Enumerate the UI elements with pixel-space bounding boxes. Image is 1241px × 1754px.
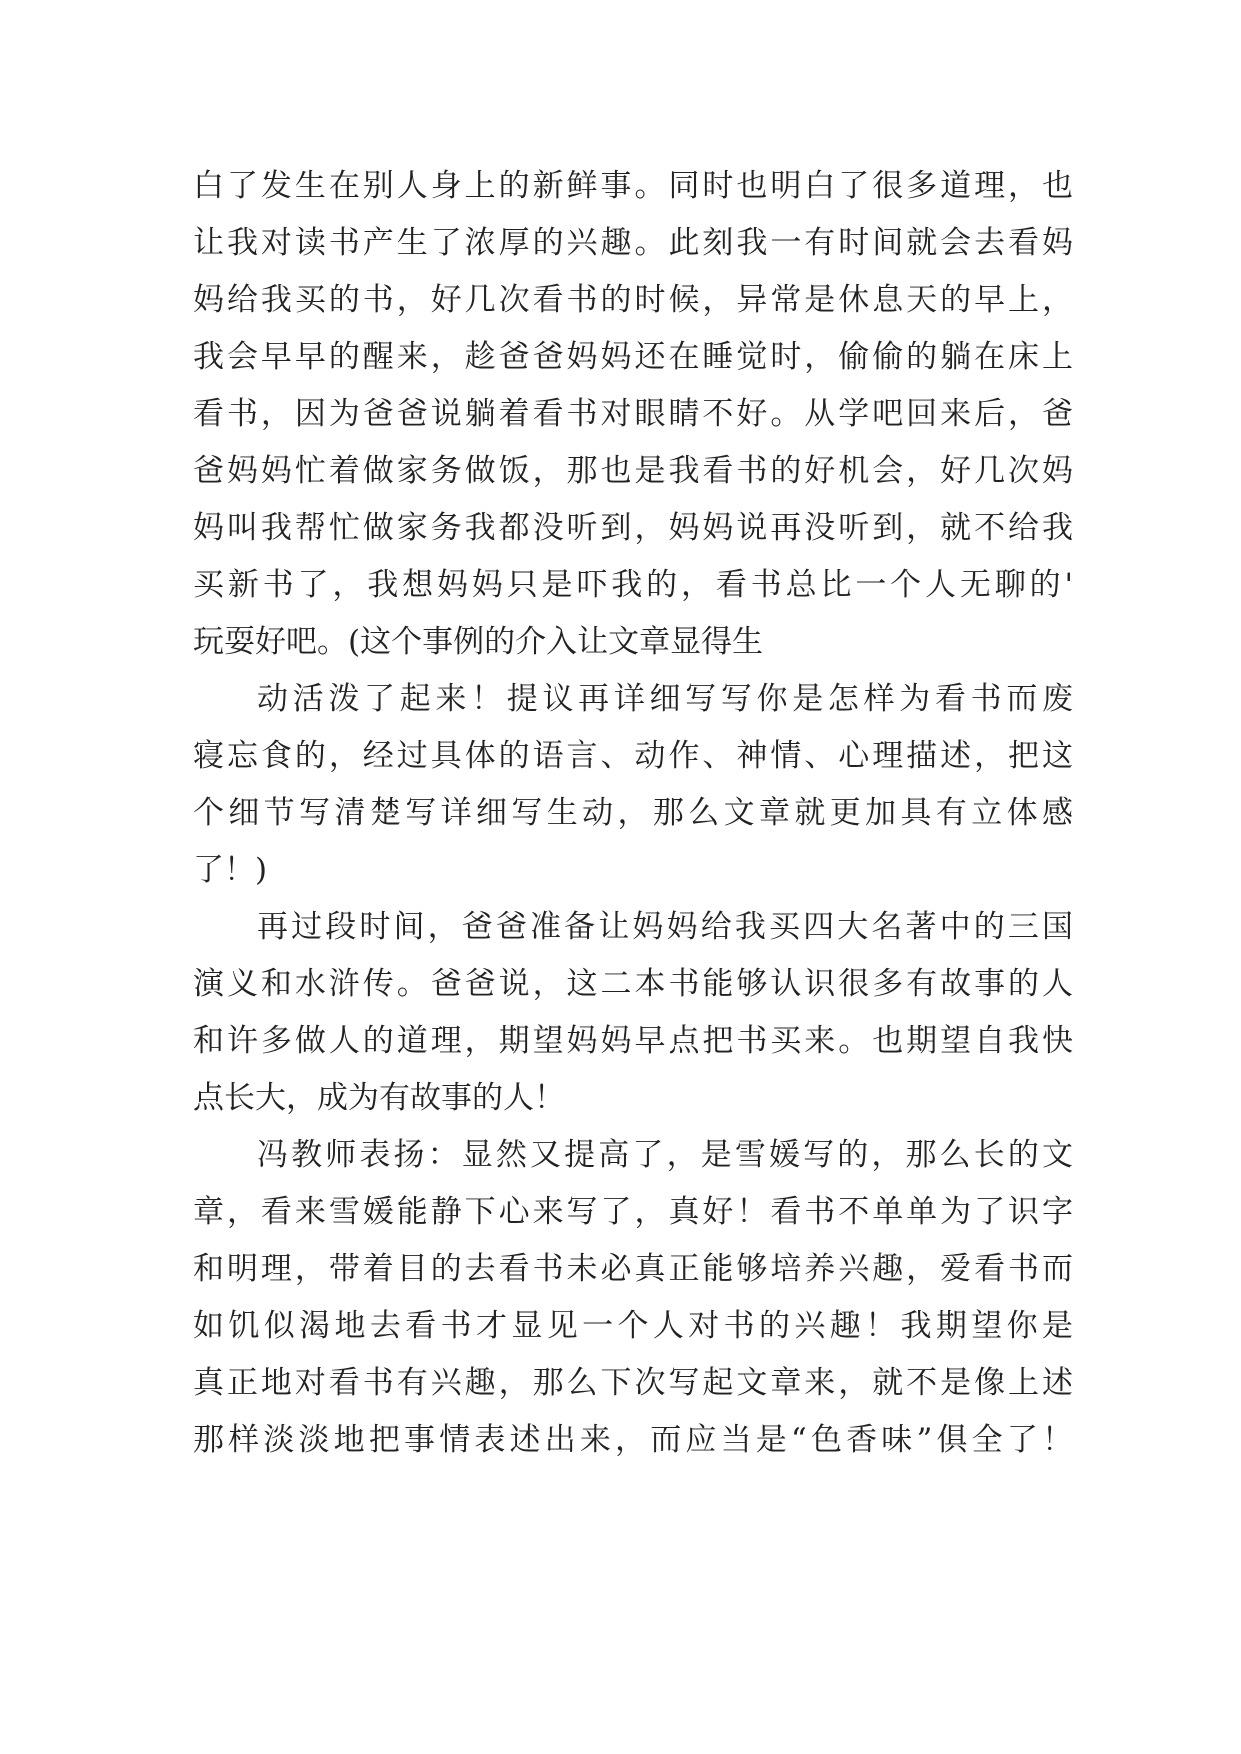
- text-line: 寝忘食的，经过具体的语言、动作、神情、心理描述，把这: [193, 738, 1073, 774]
- text-line: 我会早早的醒来，趁爸爸妈妈还在睡觉时，偷偷的躺在床上: [193, 339, 1073, 375]
- text-line: 如饥似渴地去看书才显见一个人对书的兴趣！我期望你是: [193, 1308, 1073, 1344]
- text-line: 爸妈妈忙着做家务做饭，那也是我看书的好机会，好几次妈: [193, 453, 1073, 489]
- text-line: 真正地对看书有兴趣，那么下次写起文章来，就不是像上述: [193, 1365, 1073, 1401]
- text-line: 和明理，带着目的去看书未必真正能够培养兴趣，爱看书而: [193, 1251, 1073, 1287]
- text-line: 演义和水浒传。爸爸说，这二本书能够认识很多有故事的人: [193, 966, 1073, 1002]
- paragraph-start-line: 动活泼了起来！提议再详细写写你是怎样为看书而废: [257, 681, 1073, 717]
- text-line: 白了发生在别人身上的新鲜事。同时也明白了很多道理，也: [193, 168, 1073, 204]
- paragraph-start-line: 冯教师表扬：显然又提高了，是雪媛写的，那么长的文: [257, 1137, 1073, 1173]
- text-line: 妈给我买的书，好几次看书的时候，异常是休息天的早上，: [193, 282, 1073, 318]
- text-line: 玩耍好吧。(这个事例的介入让文章显得生: [193, 624, 764, 660]
- text-line: 让我对读书产生了浓厚的兴趣。此刻我一有时间就会去看妈: [193, 225, 1073, 261]
- body-text: [193, 158, 1073, 1469]
- text-line: 了！): [193, 852, 268, 888]
- text-line: 个细节写清楚写详细写生动，那么文章就更加具有立体感: [193, 795, 1073, 831]
- text-line: 买新书了，我想妈妈只是吓我的，看书总比一个人无聊的': [193, 567, 1073, 603]
- text-line: 点长大，成为有故事的人！: [193, 1080, 565, 1116]
- text-line: 看书，因为爸爸说躺着看书对眼睛不好。从学吧回来后，爸: [193, 396, 1073, 432]
- text-line: 那样淡淡地把事情表述出来，而应当是“色香味”俱全了！: [193, 1422, 1073, 1458]
- text-line: 和许多做人的道理，期望妈妈早点把书买来。也期望自我快: [193, 1023, 1073, 1059]
- text-line: 妈叫我帮忙做家务我都没听到，妈妈说再没听到，就不给我: [193, 510, 1073, 546]
- paragraph-start-line: 再过段时间，爸爸准备让妈妈给我买四大名著中的三国: [257, 909, 1073, 945]
- text-line: 章，看来雪媛能静下心来写了，真好！看书不单单为了识字: [193, 1194, 1073, 1230]
